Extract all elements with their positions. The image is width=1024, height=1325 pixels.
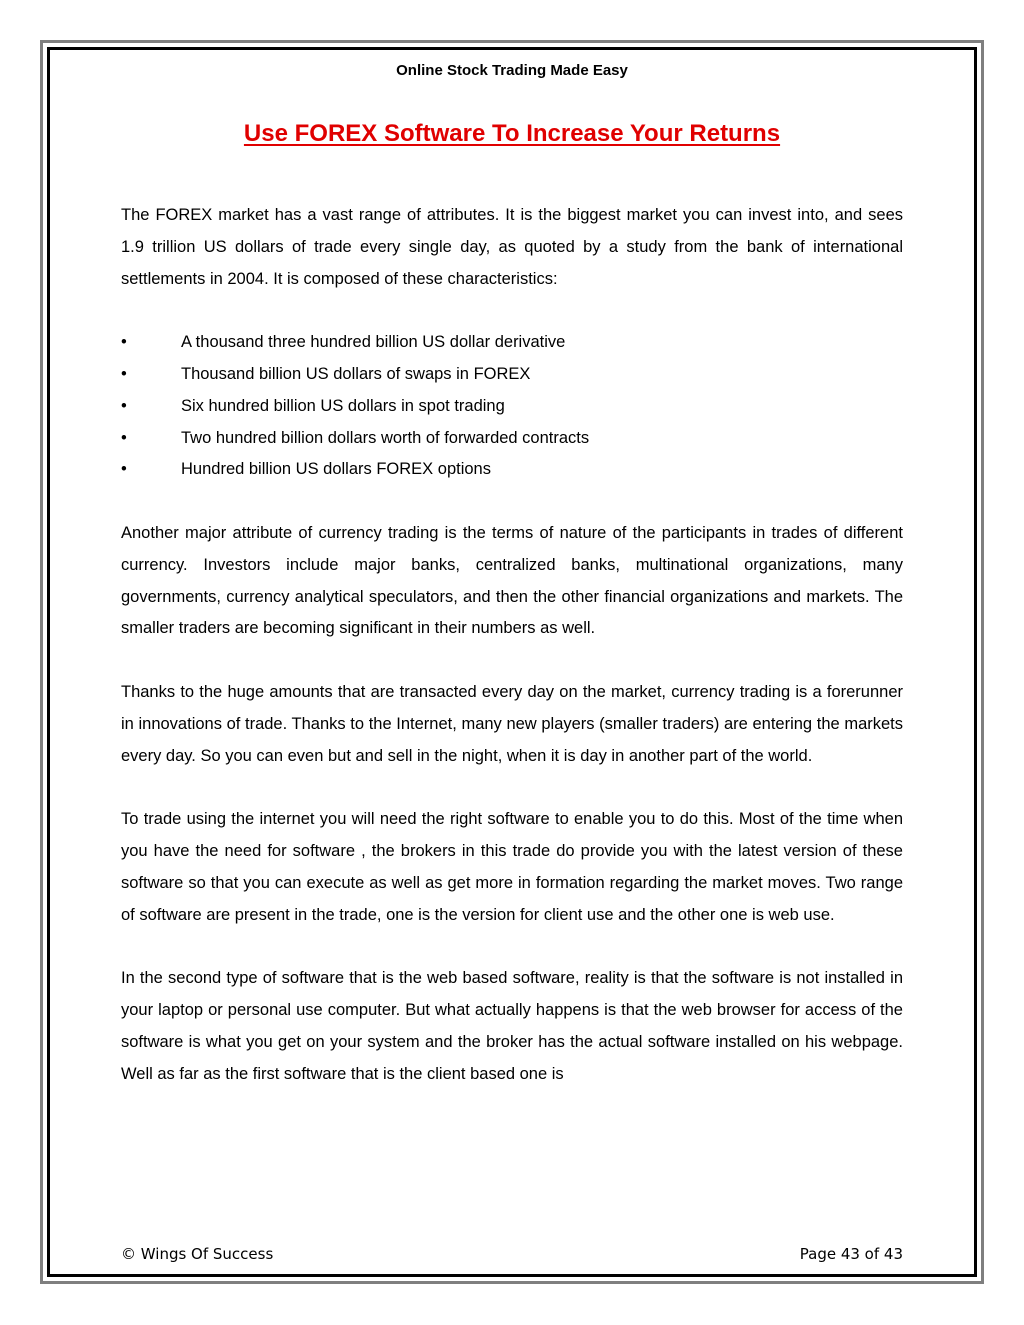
paragraph: In the second type of software that is the web based software, reality is that the software is not installed in your laptop or personal use computer. But what actually happens is that the web browser for access of the software is what you get on your system and the broker has the actual software installed on his webpage. Well as far as the first software that is the client based one is — [121, 969, 903, 1083]
list-item-text: Hundred billion US dollars FOREX options — [181, 460, 491, 479]
document-body — [121, 200, 903, 1122]
bullet-icon: • — [121, 364, 127, 383]
paragraph: The FOREX market has a vast range of attributes. It is the biggest market you can invest into, and sees 1.9 trillion US dollars of trade every single day, as quoted by a study from the bank of international settlements in 2004. It is composed of these characteristics: — [121, 206, 903, 288]
list-item-text: A thousand three hundred billion US dollar derivative — [181, 333, 566, 352]
page-title: Use FOREX Software To Increase Your Returns — [243, 120, 781, 147]
list-item — [121, 391, 903, 423]
paragraph: To trade using the internet you will need the right software to enable you to do this. Most of the time when you have the need for software , the brokers in this trade do provide you with the latest version of these software so that you can execute as well as get more in formation regarding the market moves. Two range of software are present in the trade, one is the version for client use and the other one is web use. — [121, 810, 903, 924]
paragraph: Another major attribute of currency trading is the terms of nature of the participants in trades of different currency. Investors include major banks, centralized banks, multinational organizations, many governments, currency analytical speculators, and then the other financial organizations and markets. The smaller traders are becoming significant in their numbers as well. — [121, 523, 903, 638]
bullet-list — [121, 327, 903, 486]
page-footer — [121, 1245, 903, 1263]
list-item — [121, 359, 903, 391]
list-item-text: Six hundred billion US dollars in spot trading — [181, 396, 505, 415]
running-header: Online Stock Trading Made Easy — [396, 62, 628, 79]
copyright-notice: © Wings Of Success — [121, 1245, 274, 1263]
bullet-icon: • — [121, 333, 127, 352]
list-item — [121, 327, 903, 359]
list-item — [121, 454, 903, 486]
bullet-icon: • — [121, 396, 127, 415]
paragraph: Thanks to the huge amounts that are transacted every day on the market, currency trading is a forerunner in innovations of trade. Thanks to the Internet, many new players (smaller traders) are entering the markets every day. So you can even but and sell in the night, when it is day in another part of the world. — [121, 682, 903, 765]
page-number: Page 43 of 43 — [799, 1245, 903, 1263]
list-item — [121, 423, 903, 455]
bullet-icon: • — [121, 428, 127, 447]
list-item-text: Thousand billion US dollars of swaps in FOREX — [181, 364, 531, 383]
list-item-text: Two hundred billion dollars worth of forwarded contracts — [181, 428, 590, 447]
bullet-icon: • — [121, 460, 127, 479]
